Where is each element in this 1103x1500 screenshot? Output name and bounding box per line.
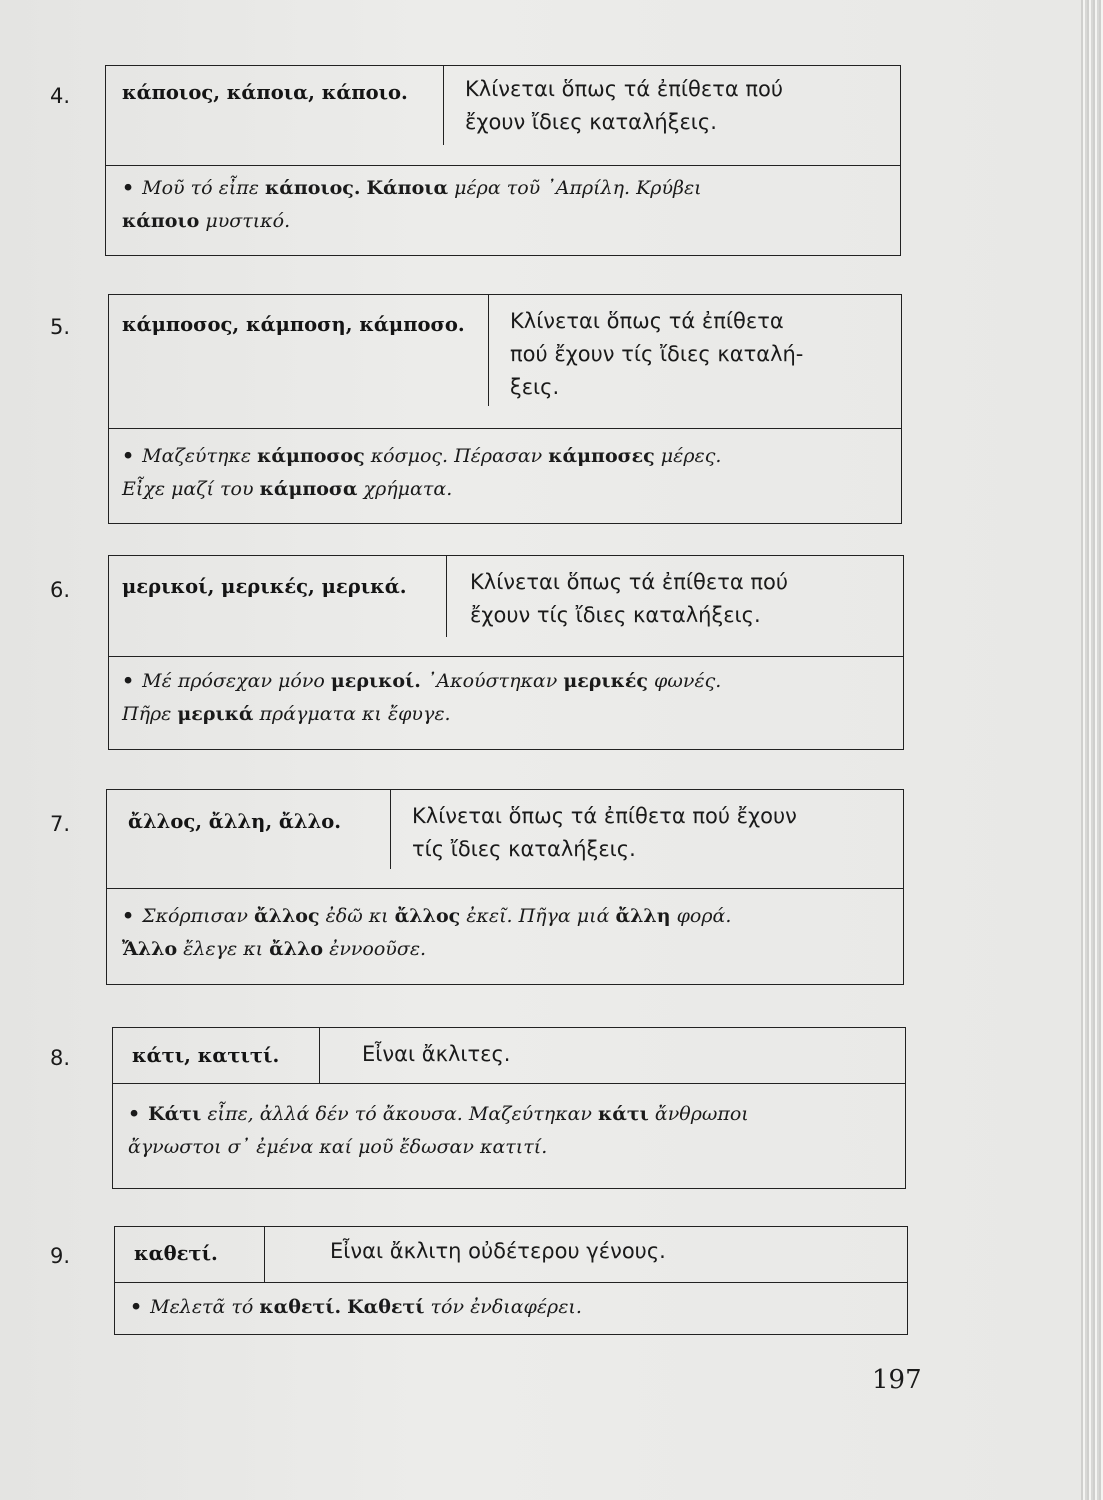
example-line [122, 205, 702, 238]
highlighted-pronoun: ἄλλο [269, 938, 324, 960]
page-number: 197 [872, 1365, 922, 1395]
declension-note: Κλίνεται ὅπως τά ἐπίθετα πού ἔχουν τίς ἴδιες καταλήξεις. [412, 804, 797, 861]
example-line [128, 1131, 749, 1164]
pronoun-forms: κάμποσος, κάμποση, κάμποσο. [122, 313, 465, 336]
pronoun-forms: ἄλλος, ἄλλη, ἄλλο. [128, 810, 342, 833]
entry-number: 6. [50, 578, 71, 602]
declension-note: Κλίνεται ὅπως τά ἐπίθετα πού ἔχουν ἴδιες καταλήξεις. [465, 77, 783, 134]
example-line [122, 665, 721, 698]
example-text: τόν ἐνδιαφέρει. [424, 1296, 582, 1318]
example-text: ἔλεγε κι [177, 938, 270, 960]
highlighted-pronoun: κάμποσα [259, 478, 358, 500]
example-line [122, 900, 731, 933]
example-text: Εἶχε μαζί του [122, 478, 260, 500]
example-text: μέρες. [654, 445, 722, 467]
example-text: Μελετᾶ τό [150, 1296, 260, 1318]
example-text: κόσμος. Πέρασαν [364, 445, 549, 467]
highlighted-pronoun: μερικές [563, 670, 648, 692]
bullet-icon: • [122, 670, 135, 692]
highlighted-pronoun: Κάτι [148, 1103, 202, 1125]
example-text: μυστικό. [199, 210, 291, 232]
highlighted-pronoun: κάμποσες [548, 445, 655, 467]
example-text: ἐννοοῦσε. [323, 938, 427, 960]
example-line [122, 172, 702, 205]
example-text: ᾿Ακούστηκαν [420, 670, 564, 692]
declension-note: Κλίνεται ὅπως τά ἐπίθετα πού ἔχουν τίς ἴδιες καταλή- ξεις. [510, 309, 804, 399]
example-text: φωνές. [648, 670, 722, 692]
declension-note: Κλίνεται ὅπως τά ἐπίθετα πού ἔχουν τίς ἴδιες καταλήξεις. [470, 570, 788, 627]
example-line [130, 1291, 582, 1324]
example-text: Μέ πρόσεχαν μόνο [142, 670, 331, 692]
usage-example [122, 665, 721, 731]
highlighted-pronoun: ἄλλη [615, 905, 671, 927]
example-text: Σκόρπισαν [142, 905, 254, 927]
bullet-icon: • [128, 1103, 141, 1125]
example-text: Πῆρε [122, 703, 178, 725]
highlighted-pronoun: ἄλλος [254, 905, 320, 927]
usage-example [122, 900, 731, 966]
example-text: ἄνθρωποι [648, 1103, 749, 1125]
declension-note: Εἶναι ἄκλιτη οὐδέτερου γένους. [330, 1239, 666, 1263]
page-edge [1081, 0, 1103, 1500]
highlighted-pronoun: ἄλλος [394, 905, 461, 927]
example-text: ἐκεῖ. Πῆγα μιά [460, 905, 616, 927]
bullet-icon: • [122, 177, 135, 199]
highlighted-pronoun: μερικοί. [330, 670, 421, 692]
usage-example [122, 440, 721, 506]
example-text: εἶπε, ἀλλά δέν τό ἄκουσα. Μαζεύτηκαν [201, 1103, 598, 1125]
usage-example [130, 1291, 582, 1324]
entry-number: 9. [50, 1244, 71, 1268]
highlighted-pronoun: Κάποια [366, 177, 449, 199]
entry-number: 7. [50, 812, 71, 836]
highlighted-pronoun: κάποιο [122, 210, 200, 232]
highlighted-pronoun: καθετί. [259, 1296, 342, 1318]
example-text: χρήματα. [357, 478, 453, 500]
highlighted-pronoun: Καθετί [347, 1296, 425, 1318]
entry-number: 5. [50, 315, 71, 339]
entry-number: 8. [50, 1046, 71, 1070]
usage-example [128, 1098, 749, 1164]
example-line [122, 440, 721, 473]
example-text: ἄγνωστοι σ᾿ ἐμένα καί μοῦ ἔδωσαν κατιτί. [128, 1136, 548, 1158]
example-line [122, 698, 721, 731]
entry-number: 4. [50, 84, 71, 108]
pronoun-forms: κάτι, κατιτί. [132, 1044, 280, 1067]
example-line [122, 933, 731, 966]
example-text: φορά. [670, 905, 732, 927]
example-text: ἐδῶ κι [319, 905, 395, 927]
bullet-icon: • [122, 905, 135, 927]
example-text: Μαζεύτηκε [142, 445, 258, 467]
example-line [128, 1098, 749, 1131]
highlighted-pronoun: κάποιος. [265, 177, 361, 199]
bullet-icon: • [122, 445, 135, 467]
highlighted-pronoun: κάμποσος [257, 445, 365, 467]
example-text: μέρα τοῦ ᾿Απρίλη. Κρύβει [448, 177, 702, 199]
bullet-icon: • [130, 1296, 143, 1318]
example-text: Μοῦ τό εἶπε [142, 177, 265, 199]
declension-note: Εἶναι ἄκλιτες. [362, 1042, 511, 1066]
pronoun-forms: κάποιος, κάποια, κάποιο. [122, 81, 408, 104]
pronoun-forms: καθετί. [134, 1242, 218, 1265]
highlighted-pronoun: κάτι [598, 1103, 649, 1125]
example-line [122, 473, 721, 506]
highlighted-pronoun: Ἄλλο [122, 938, 178, 960]
usage-example [122, 172, 702, 238]
example-text: πράγματα κι ἔφυγε. [253, 703, 451, 725]
pronoun-forms: μερικοί, μερικές, μερικά. [122, 575, 407, 598]
highlighted-pronoun: μερικά [177, 703, 254, 725]
